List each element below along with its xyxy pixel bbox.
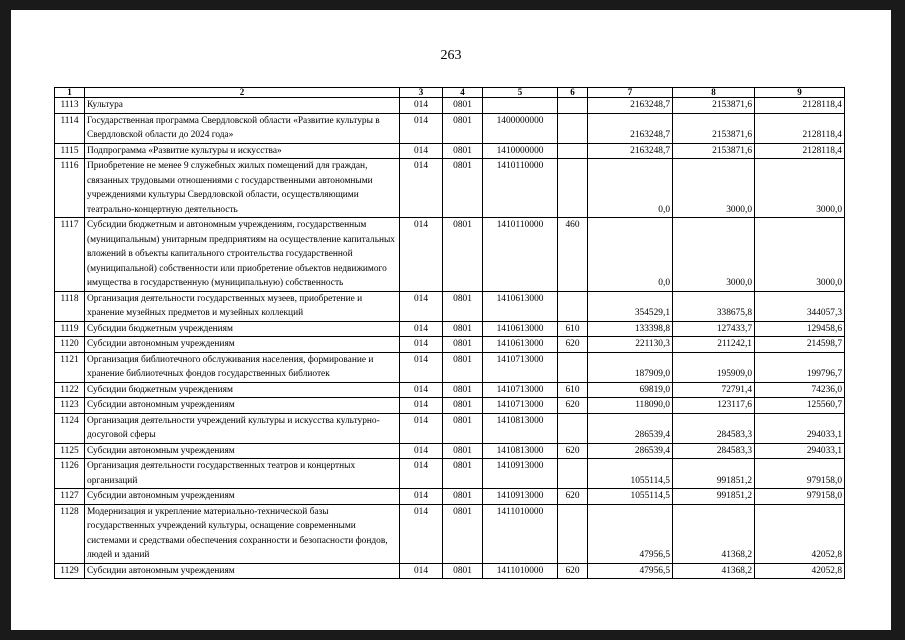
item-name-cell: Субсидии автономным учреждениям: [85, 337, 400, 353]
amount-year3-cell: 979158,0: [755, 459, 845, 489]
ministry-code-cell: 014: [400, 337, 443, 353]
header-row: [55, 88, 845, 98]
item-name-cell: Субсидии бюджетным учреждениям: [85, 321, 400, 337]
column-header: 6: [558, 88, 588, 98]
section-code-cell: 0801: [443, 159, 483, 218]
table-row: [55, 113, 845, 143]
ministry-code-cell: 014: [400, 218, 443, 292]
amount-year1-cell: 118090,0: [588, 398, 673, 414]
row-number-cell: 1118: [55, 291, 85, 321]
amount-year2-cell: 211242,1: [673, 337, 755, 353]
target-article-cell: 1410913000: [483, 459, 558, 489]
table-row: [55, 98, 845, 114]
column-header: 1: [55, 88, 85, 98]
amount-year1-cell: 133398,8: [588, 321, 673, 337]
section-code-cell: 0801: [443, 504, 483, 563]
ministry-code-cell: 014: [400, 382, 443, 398]
table-row: [55, 563, 845, 579]
ministry-code-cell: 014: [400, 159, 443, 218]
table-row: [55, 443, 845, 459]
section-code-cell: 0801: [443, 352, 483, 382]
column-header: 8: [673, 88, 755, 98]
target-article-cell: 1410613000: [483, 291, 558, 321]
amount-year2-cell: 2153871,6: [673, 143, 755, 159]
table-row: [55, 291, 845, 321]
section-code-cell: 0801: [443, 398, 483, 414]
item-name-cell: Субсидии автономным учреждениям: [85, 443, 400, 459]
section-code-cell: 0801: [443, 489, 483, 505]
amount-year3-cell: 2128118,4: [755, 143, 845, 159]
section-code-cell: 0801: [443, 291, 483, 321]
page-number: 263: [440, 48, 462, 63]
amount-year3-cell: 294033,1: [755, 443, 845, 459]
table-body: [55, 98, 845, 579]
target-article-cell: 1411010000: [483, 504, 558, 563]
target-article-cell: 1411010000: [483, 563, 558, 579]
row-number-cell: 1117: [55, 218, 85, 292]
amount-year3-cell: 3000,0: [755, 159, 845, 218]
amount-year3-cell: 74236,0: [755, 382, 845, 398]
expense-type-cell: 620: [558, 398, 588, 414]
table-row: [55, 489, 845, 505]
section-code-cell: 0801: [443, 443, 483, 459]
target-article-cell: 1410110000: [483, 159, 558, 218]
amount-year3-cell: 125560,7: [755, 398, 845, 414]
item-name-cell: Приобретение не менее 9 служебных жилых помещений для граждан, связанных трудовыми отношениями с государственными автономными учреждениями культуры Свердловской области, осуществляющими театрально-концертную деятельность: [85, 159, 400, 218]
table-row: [55, 413, 845, 443]
section-code-cell: 0801: [443, 459, 483, 489]
column-header: 3: [400, 88, 443, 98]
column-header: 4: [443, 88, 483, 98]
ministry-code-cell: 014: [400, 143, 443, 159]
row-number-cell: 1123: [55, 398, 85, 414]
table-row: [55, 143, 845, 159]
expense-type-cell: [558, 143, 588, 159]
section-code-cell: 0801: [443, 337, 483, 353]
amount-year1-cell: 0,0: [588, 218, 673, 292]
amount-year3-cell: 3000,0: [755, 218, 845, 292]
item-name-cell: Государственная программа Свердловской области «Развитие культуры в Свердловской области до 2024 года»: [85, 113, 400, 143]
item-name-cell: Подпрограмма «Развитие культуры и искусства»: [85, 143, 400, 159]
amount-year3-cell: 42052,8: [755, 504, 845, 563]
amount-year2-cell: 991851,2: [673, 459, 755, 489]
target-article-cell: 1410713000: [483, 398, 558, 414]
amount-year2-cell: 2153871,6: [673, 113, 755, 143]
amount-year1-cell: 47956,5: [588, 563, 673, 579]
table-row: [55, 159, 845, 218]
row-number-cell: 1121: [55, 352, 85, 382]
row-number-cell: 1119: [55, 321, 85, 337]
section-code-cell: 0801: [443, 218, 483, 292]
item-name-cell: Организация деятельности государственных театров и концертных организаций: [85, 459, 400, 489]
expense-type-cell: 620: [558, 443, 588, 459]
amount-year1-cell: 221130,3: [588, 337, 673, 353]
column-header: 9: [755, 88, 845, 98]
table-row: [55, 382, 845, 398]
document-page: [11, 10, 891, 630]
ministry-code-cell: 014: [400, 291, 443, 321]
amount-year1-cell: 47956,5: [588, 504, 673, 563]
amount-year3-cell: 42052,8: [755, 563, 845, 579]
amount-year2-cell: 338675,8: [673, 291, 755, 321]
expense-type-cell: [558, 98, 588, 114]
ministry-code-cell: 014: [400, 113, 443, 143]
column-header: 7: [588, 88, 673, 98]
amount-year2-cell: 3000,0: [673, 159, 755, 218]
amount-year1-cell: 187909,0: [588, 352, 673, 382]
amount-year2-cell: 284583,3: [673, 413, 755, 443]
item-name-cell: Субсидии бюджетным учреждениям: [85, 382, 400, 398]
section-code-cell: 0801: [443, 113, 483, 143]
row-number-cell: 1115: [55, 143, 85, 159]
item-name-cell: Культура: [85, 98, 400, 114]
table-row: [55, 218, 845, 292]
amount-year3-cell: 129458,6: [755, 321, 845, 337]
amount-year2-cell: 3000,0: [673, 218, 755, 292]
amount-year3-cell: 214598,7: [755, 337, 845, 353]
table-row: [55, 337, 845, 353]
amount-year3-cell: 2128118,4: [755, 98, 845, 114]
ministry-code-cell: 014: [400, 352, 443, 382]
row-number-cell: 1127: [55, 489, 85, 505]
row-number-cell: 1113: [55, 98, 85, 114]
amount-year1-cell: 2163248,7: [588, 113, 673, 143]
row-number-cell: 1126: [55, 459, 85, 489]
ministry-code-cell: 014: [400, 459, 443, 489]
expense-type-cell: [558, 504, 588, 563]
ministry-code-cell: 014: [400, 489, 443, 505]
amount-year1-cell: 2163248,7: [588, 98, 673, 114]
item-name-cell: Субсидии автономным учреждениям: [85, 563, 400, 579]
expense-type-cell: [558, 413, 588, 443]
amount-year2-cell: 72791,4: [673, 382, 755, 398]
amount-year2-cell: 127433,7: [673, 321, 755, 337]
expense-type-cell: [558, 352, 588, 382]
amount-year3-cell: 2128118,4: [755, 113, 845, 143]
ministry-code-cell: 014: [400, 413, 443, 443]
budget-table: [54, 87, 845, 579]
row-number-cell: 1114: [55, 113, 85, 143]
amount-year2-cell: 284583,3: [673, 443, 755, 459]
amount-year1-cell: 354529,1: [588, 291, 673, 321]
target-article-cell: 1410813000: [483, 413, 558, 443]
ministry-code-cell: 014: [400, 398, 443, 414]
item-name-cell: Субсидии автономным учреждениям: [85, 489, 400, 505]
target-article-cell: 1410813000: [483, 443, 558, 459]
ministry-code-cell: 014: [400, 443, 443, 459]
item-name-cell: Модернизация и укрепление материально-технической базы государственных учреждений культуры, оснащение современными системами и средствами обеспечения сохранности и безопасности фондов, людей и зданий: [85, 504, 400, 563]
target-article-cell: 1410913000: [483, 489, 558, 505]
amount-year2-cell: 991851,2: [673, 489, 755, 505]
amount-year1-cell: 1055114,5: [588, 459, 673, 489]
amount-year3-cell: 979158,0: [755, 489, 845, 505]
expense-type-cell: [558, 291, 588, 321]
expense-type-cell: 460: [558, 218, 588, 292]
row-number-cell: 1129: [55, 563, 85, 579]
section-code-cell: 0801: [443, 98, 483, 114]
expense-type-cell: 610: [558, 321, 588, 337]
target-article-cell: 1410713000: [483, 382, 558, 398]
expense-type-cell: 620: [558, 489, 588, 505]
table-row: [55, 398, 845, 414]
row-number-cell: 1120: [55, 337, 85, 353]
ministry-code-cell: 014: [400, 504, 443, 563]
item-name-cell: Субсидии автономным учреждениям: [85, 398, 400, 414]
expense-type-cell: 620: [558, 563, 588, 579]
expense-type-cell: [558, 159, 588, 218]
expense-type-cell: [558, 113, 588, 143]
amount-year1-cell: 69819,0: [588, 382, 673, 398]
row-number-cell: 1128: [55, 504, 85, 563]
amount-year2-cell: 123117,6: [673, 398, 755, 414]
table-row: [55, 321, 845, 337]
amount-year1-cell: 0,0: [588, 159, 673, 218]
amount-year2-cell: 41368,2: [673, 504, 755, 563]
table-row: [55, 459, 845, 489]
amount-year2-cell: 41368,2: [673, 563, 755, 579]
row-number-cell: 1124: [55, 413, 85, 443]
target-article-cell: [483, 98, 558, 114]
row-number-cell: 1122: [55, 382, 85, 398]
row-number-cell: 1125: [55, 443, 85, 459]
section-code-cell: 0801: [443, 413, 483, 443]
row-number-cell: 1116: [55, 159, 85, 218]
section-code-cell: 0801: [443, 143, 483, 159]
ministry-code-cell: 014: [400, 98, 443, 114]
expense-type-cell: [558, 459, 588, 489]
amount-year1-cell: 2163248,7: [588, 143, 673, 159]
target-article-cell: 1410000000: [483, 143, 558, 159]
target-article-cell: 1410110000: [483, 218, 558, 292]
amount-year2-cell: 2153871,6: [673, 98, 755, 114]
target-article-cell: 1400000000: [483, 113, 558, 143]
section-code-cell: 0801: [443, 563, 483, 579]
item-name-cell: Субсидии бюджетным и автономным учреждениям, государственным (муниципальным) унитарным предприятиям на осуществление капитальных вложений в объекты капитального строительства государственной (муниципальной) собственности или приобретение объектов недвижимого имущества в государственную (муниципальную) собственность: [85, 218, 400, 292]
expense-type-cell: 620: [558, 337, 588, 353]
target-article-cell: 1410613000: [483, 321, 558, 337]
ministry-code-cell: 014: [400, 563, 443, 579]
ministry-code-cell: 014: [400, 321, 443, 337]
amount-year2-cell: 195909,0: [673, 352, 755, 382]
amount-year3-cell: 294033,1: [755, 413, 845, 443]
section-code-cell: 0801: [443, 382, 483, 398]
item-name-cell: Организация деятельности учреждений культуры и искусства культурно-досуговой сферы: [85, 413, 400, 443]
amount-year3-cell: 344057,3: [755, 291, 845, 321]
expense-type-cell: 610: [558, 382, 588, 398]
amount-year1-cell: 286539,4: [588, 413, 673, 443]
section-code-cell: 0801: [443, 321, 483, 337]
target-article-cell: 1410713000: [483, 352, 558, 382]
amount-year3-cell: 199796,7: [755, 352, 845, 382]
amount-year1-cell: 1055114,5: [588, 489, 673, 505]
item-name-cell: Организация библиотечного обслуживания населения, формирование и хранение библиотечных фондов государственных библиотек: [85, 352, 400, 382]
table-row: [55, 352, 845, 382]
item-name-cell: Организация деятельности государственных музеев, приобретение и хранение музейных предметов и музейных коллекций: [85, 291, 400, 321]
table-row: [55, 504, 845, 563]
column-header: 5: [483, 88, 558, 98]
amount-year1-cell: 286539,4: [588, 443, 673, 459]
target-article-cell: 1410613000: [483, 337, 558, 353]
column-header: 2: [85, 88, 400, 98]
